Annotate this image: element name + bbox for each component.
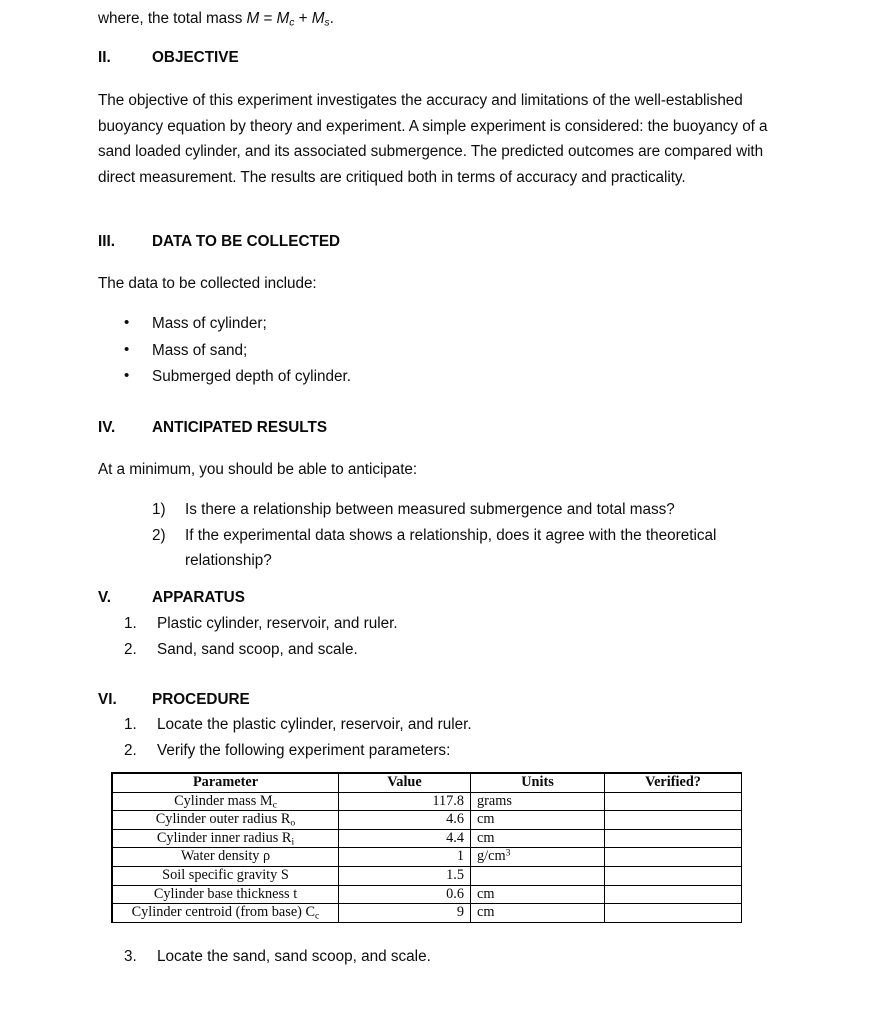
intro-prefix: where, the total mass bbox=[98, 10, 247, 27]
list-item-text: Is there a relationship between measured submergence and total mass? bbox=[185, 501, 675, 518]
cell-units-text: cm bbox=[477, 885, 495, 902]
cell-parameter-subscript: i bbox=[291, 836, 295, 848]
list-item bbox=[124, 944, 724, 970]
list-item bbox=[124, 738, 744, 764]
list-item-text: Locate the plastic cylinder, reservoir, and ruler. bbox=[157, 716, 472, 733]
heading-data-to-be-collected bbox=[98, 232, 340, 252]
experiment-parameters-table bbox=[112, 773, 742, 923]
list-item bbox=[124, 712, 744, 738]
heading-anticipated-title: ANTICIPATED RESULTS bbox=[152, 419, 328, 436]
cell-parameter-text: Cylinder inner radius R bbox=[156, 829, 292, 846]
objective-paragraph: The objective of this experiment investigates the accuracy and limitations of the well-established buoyancy equation by theory and experiment. A simple experiment is considered: the buoyancy of a sand loaded cylinder, and its associated submergence. The predicted outcomes are compared with direct measurement. The results are critiqued both in terms of accuracy and practicality. bbox=[98, 92, 768, 186]
procedure-list-continued bbox=[124, 944, 724, 970]
list-item bbox=[152, 497, 780, 523]
cell-units-text: cm bbox=[477, 904, 495, 921]
heading-procedure-title: PROCEDURE bbox=[152, 691, 250, 708]
cell-value: 4.4 bbox=[339, 829, 471, 848]
column-header-units: Units bbox=[471, 774, 605, 793]
column-header-value: Value bbox=[339, 774, 471, 793]
heading-apparatus-numeral: V. bbox=[98, 589, 112, 606]
cell-parameter-text: Cylinder base thickness t bbox=[153, 885, 298, 902]
cell-parameter-text: Cylinder mass M bbox=[174, 792, 273, 809]
cell-parameter-text: Water density ρ bbox=[180, 848, 271, 865]
column-header-verified: Verified? bbox=[605, 774, 742, 793]
list-item: • Submerged depth of cylinder. bbox=[98, 364, 698, 391]
list-item-text: If the experimental data shows a relationship, does it agree with the theoretical relationship? bbox=[185, 526, 717, 570]
cell-parameter-subscript: c bbox=[315, 910, 320, 922]
cell-parameter-subscript: c bbox=[272, 799, 277, 811]
cell-verified[interactable] bbox=[605, 811, 742, 830]
list-item-marker: 2. bbox=[124, 741, 137, 759]
cell-verified[interactable] bbox=[605, 829, 742, 848]
cell-units bbox=[471, 848, 605, 867]
symbol-cylinder-mass-base: M bbox=[276, 10, 290, 27]
table-row bbox=[113, 885, 742, 904]
apparatus-list bbox=[124, 611, 724, 662]
cell-value: 1 bbox=[339, 848, 471, 867]
table-row bbox=[113, 811, 742, 830]
heading-anticipated-results bbox=[98, 418, 327, 438]
symbol-total-mass: M bbox=[246, 10, 260, 27]
cell-verified[interactable] bbox=[605, 885, 742, 904]
table-header-row bbox=[113, 774, 742, 793]
list-item-marker: 2. bbox=[124, 640, 137, 658]
data-bullet-list bbox=[98, 311, 698, 391]
cell-parameter-text: Cylinder centroid (from base) C bbox=[131, 904, 316, 921]
heading-procedure-numeral: VI. bbox=[98, 691, 117, 708]
list-item-marker: 1. bbox=[124, 716, 137, 733]
cell-parameter bbox=[113, 829, 339, 848]
cell-parameter bbox=[113, 866, 339, 885]
heading-anticipated-numeral: IV. bbox=[98, 419, 116, 436]
list-item-text: Locate the sand, sand scoop, and scale. bbox=[157, 948, 431, 965]
table-row bbox=[113, 792, 742, 811]
heading-data-title: DATA TO BE COLLECTED bbox=[152, 233, 341, 250]
symbol-cylinder-mass-sub: c bbox=[289, 17, 295, 29]
heading-objective-numeral: II. bbox=[98, 49, 111, 66]
cell-verified[interactable] bbox=[605, 904, 742, 923]
table-row bbox=[113, 866, 742, 885]
cell-value: 1.5 bbox=[339, 866, 471, 885]
cell-value: 9 bbox=[339, 904, 471, 923]
heading-objective bbox=[98, 48, 239, 68]
heading-procedure bbox=[98, 690, 250, 710]
list-item: • Mass of sand; bbox=[98, 338, 698, 365]
cell-parameter bbox=[113, 792, 339, 811]
cell-units-text: grams bbox=[477, 792, 512, 809]
cell-value: 0.6 bbox=[339, 885, 471, 904]
column-header-parameter: Parameter bbox=[113, 774, 339, 793]
cell-parameter bbox=[113, 885, 339, 904]
anticipated-results-list bbox=[152, 497, 780, 574]
list-item-marker: 1) bbox=[152, 501, 166, 518]
list-item-text: Verify the following experiment parameters: bbox=[157, 741, 451, 759]
cell-units-text: g/cm bbox=[477, 848, 506, 865]
cell-units bbox=[471, 866, 605, 885]
table-row bbox=[113, 848, 742, 867]
cell-verified[interactable] bbox=[605, 792, 742, 811]
symbol-sand-mass-base: M bbox=[311, 10, 325, 27]
list-item: • Mass of cylinder; bbox=[98, 311, 698, 338]
list-item-text: Sand, sand scoop, and scale. bbox=[157, 640, 358, 658]
heading-apparatus bbox=[98, 588, 245, 608]
list-item bbox=[124, 611, 724, 637]
cell-parameter bbox=[113, 904, 339, 923]
cell-units bbox=[471, 829, 605, 848]
symbol-sand-mass-sub: s bbox=[324, 17, 330, 29]
cell-parameter-subscript: o bbox=[290, 817, 296, 829]
cell-verified[interactable] bbox=[605, 866, 742, 885]
list-item-text: Plastic cylinder, reservoir, and ruler. bbox=[157, 615, 398, 632]
intro-period: . bbox=[329, 10, 334, 27]
cell-parameter bbox=[113, 811, 339, 830]
plus-sign: + bbox=[294, 10, 312, 27]
cell-units bbox=[471, 792, 605, 811]
anticipated-lead-text: At a minimum, you should be able to anticipate: bbox=[98, 461, 418, 478]
cell-units bbox=[471, 885, 605, 904]
cell-parameter bbox=[113, 848, 339, 867]
cell-units bbox=[471, 811, 605, 830]
cell-value: 117.8 bbox=[339, 792, 471, 811]
list-item-marker: 1. bbox=[124, 615, 137, 632]
heading-objective-title: OBJECTIVE bbox=[152, 49, 239, 66]
procedure-list bbox=[124, 712, 744, 763]
cell-units bbox=[471, 904, 605, 923]
data-lead-text: The data to be collected include: bbox=[98, 275, 317, 292]
symbol-cylinder-mass bbox=[277, 10, 295, 27]
cell-units-text: cm bbox=[477, 811, 495, 828]
table-row bbox=[113, 829, 742, 848]
list-item bbox=[124, 637, 724, 663]
list-item-marker: 3. bbox=[124, 948, 137, 965]
list-item bbox=[152, 523, 780, 574]
cell-parameter-text: Cylinder outer radius R bbox=[155, 811, 291, 828]
intro-line bbox=[98, 6, 798, 32]
cell-parameter-text: Soil specific gravity S bbox=[162, 866, 289, 883]
cell-verified[interactable] bbox=[605, 848, 742, 867]
symbol-sand-mass bbox=[312, 10, 330, 27]
cell-units-text: cm bbox=[477, 829, 495, 846]
table-row bbox=[113, 904, 742, 923]
heading-data-numeral: III. bbox=[98, 233, 115, 250]
list-item-marker: 2) bbox=[152, 526, 166, 544]
cell-units-superscript: 3 bbox=[505, 848, 511, 859]
equals-sign: = bbox=[259, 10, 277, 27]
heading-apparatus-title: APPARATUS bbox=[152, 589, 245, 606]
cell-value: 4.6 bbox=[339, 811, 471, 830]
